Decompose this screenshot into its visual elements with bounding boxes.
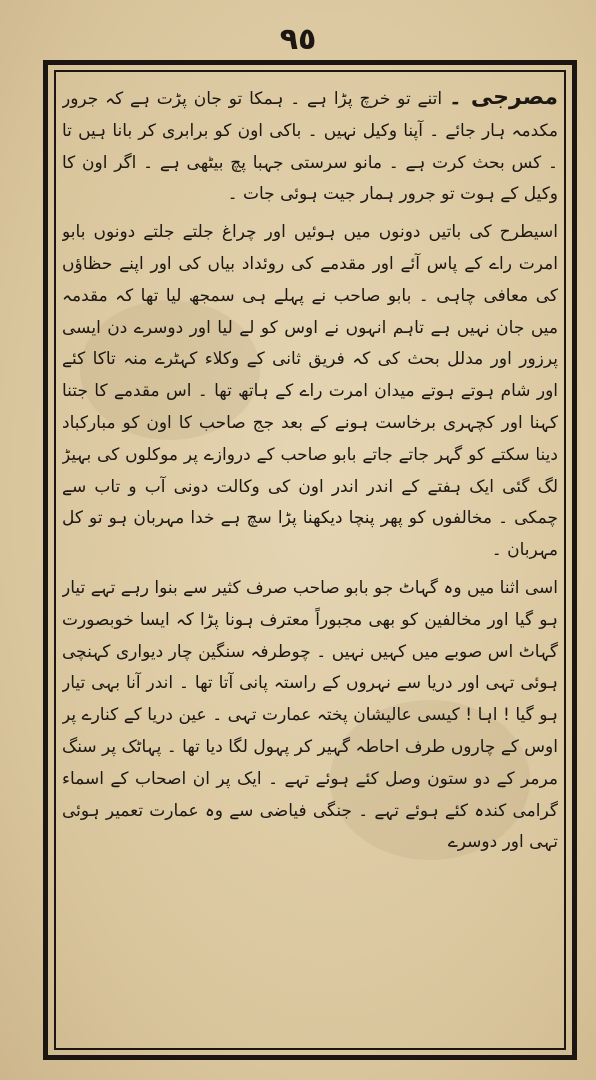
paragraph-text: اسیطرح کی باتیں دونوں میں ہوئیں اور چراغ جلتے جلتے دونوں بابو امرت راے کے پاس آئے اور مقدمے کی روئداد بیاں کی اور اپنے حظاؤں کی معافی چاہی ۔ بابو صاحب نے پہلے ہی سمجھ لیا تھا کہ مقدمہ میں جان نہیں ہے تاہم انہوں نے اوس کو لے لیا اور دوسرے دن ایسی پرزور اور مدلل بحث کی کہ فریق ثانی کے وکلاء کہٹرے منہ تاکا کئے اور شام ہوتے ہوتے میدان امرت راے کے ہاتھ تھا ۔ اس مقدمے کا جتنا کہنا اور کچہری برخاست ہونے کے بعد جج صاحب کا اون کو مبارکباد دینا سکتے کو گہر جاتے جاتے بابو صاحب کے دروازے پر موکلوں کی بہیڑ لگ گئی ایک ہفتے کے اندر اندر اون کی وکالت دونی آب و تاب سے چمکی ۔ مخالفوں کو پھر پنچا دیکھنا پڑا سچ ہے خدا مہربان ہو تو کل مہربان ۔	[62, 222, 558, 561]
paragraph-text: اسی اثنا میں وہ گہاٹ جو بابو صاحب صرف کثیر سے بنوا رہے تہے تیار ہو گیا اور مخالفین کو بھی مجبوراً معترف ہونا پڑا کہ ایسا خوبصورت گہاٹ اس صوبے میں کہیں نہیں ۔ چوطرفہ سنگین چار دیواری کہنچی ہوئی تہی اور دریا سے نہروں کے راستہ پانی آتا تھا ۔ اندر آنا بہی تیار ہو گیا ! اہا ! کیسی عالیشان پختہ عمارت تہی ۔ عین دریا کے کنارے پر اوس کے چاروں طرف احاطہ گہیر کر پہول لگا دیا تھا ۔ پہاٹک پر سنگ مرمر کے دو ستون وصل کئے ہوئے تہے ۔ ایک پر ان اصحاب کے اسماء گرامی کندہ کئے ہوئے تہے ۔ جنگی فیاضی سے وہ عمارت تعمیر ہوئی تہی اور دوسرے	[62, 577, 558, 853]
speaker-name: مصرجی ۔	[448, 85, 558, 110]
paragraph-dialogue	[62, 82, 558, 211]
paragraph-narration	[62, 573, 558, 859]
paragraph-text: اتنے تو خرچ پڑا ہے ۔ ہمکا تو جان پڑت ہے کہ جرور مکدمہ ہار جائے ۔ آپنا وکیل نہیں ۔ باکی اون کو برابری کر بانا ہیں تا ۔ کس بحث کرت ہے ۔ مانو سرستی جہبا پچ بیٹھی ہے ۔ اگر اون کا وکیل کے ہوت تو جرور ہمار جیت ہوئی جات ۔	[62, 89, 558, 205]
paragraph-narration	[62, 217, 558, 567]
urdu-text-body	[62, 82, 558, 1042]
page-number: ٩٥	[279, 22, 317, 57]
